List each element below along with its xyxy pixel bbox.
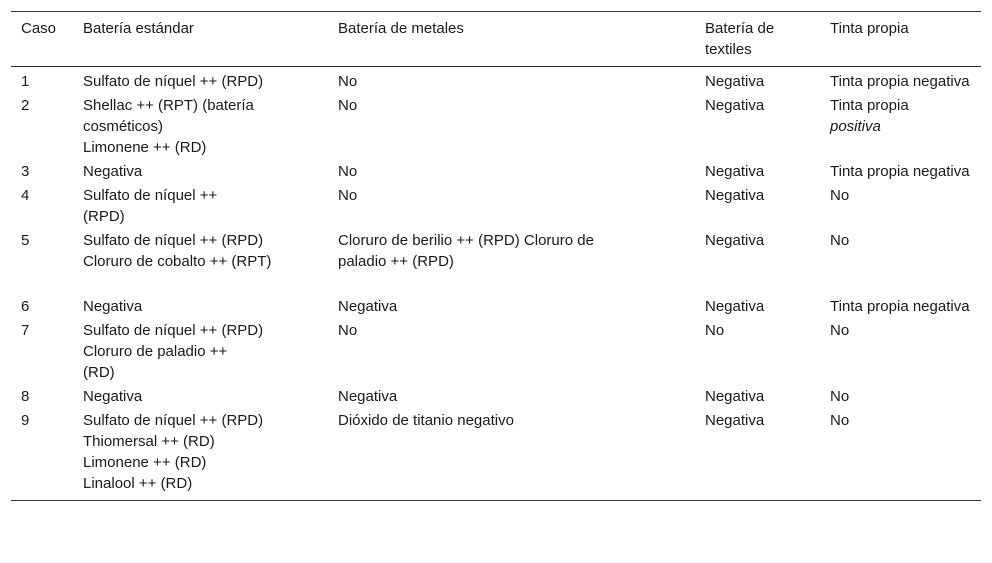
table-body bbox=[11, 67, 981, 501]
cell-tinta bbox=[820, 318, 981, 384]
cell-estandar bbox=[73, 318, 328, 384]
cell-metales bbox=[328, 93, 695, 159]
cell-line: Tinta propia bbox=[830, 97, 909, 114]
header-bateria-metales: Batería de metales bbox=[328, 12, 695, 67]
cell-line: No bbox=[830, 412, 850, 429]
cell-line: Sulfato de níquel ++ (RPD) bbox=[83, 322, 264, 339]
cell-line: Linalool ++ (RD) bbox=[83, 475, 193, 492]
results-table-container bbox=[11, 11, 981, 501]
cell-estandar bbox=[73, 384, 328, 408]
cell-line: Sulfato de níquel ++ bbox=[83, 187, 218, 204]
cell-metales bbox=[328, 67, 695, 94]
cell-textiles: Negativa bbox=[705, 73, 765, 90]
cell-line: Cloruro de berilio ++ (RPD) Cloruro de paladio ++ (RPD) bbox=[338, 232, 594, 270]
cell-line: Cloruro de cobalto ++ (RPT) bbox=[83, 253, 272, 270]
cell-line: (RPD) bbox=[83, 208, 125, 225]
cell-line: (RD) bbox=[83, 364, 115, 381]
cell-metales bbox=[328, 294, 695, 318]
cell-line: No bbox=[830, 187, 850, 204]
cell-line: No bbox=[338, 322, 358, 339]
cell-tinta bbox=[820, 408, 981, 501]
cell-line: Limonene ++ (RD) bbox=[83, 139, 207, 156]
cell-tinta bbox=[820, 67, 981, 94]
header-bateria-estandar: Batería estándar bbox=[73, 12, 328, 67]
cell-line: Dióxido de titanio negativo bbox=[338, 412, 514, 429]
cell-line: Sulfato de níquel ++ (RPD) bbox=[83, 232, 264, 249]
header-tinta-propia: Tinta propia bbox=[820, 12, 981, 67]
cell-tinta bbox=[820, 159, 981, 183]
cell-metales bbox=[328, 408, 695, 501]
cell-line: No bbox=[338, 163, 358, 180]
cell-line: Negativa bbox=[83, 163, 143, 180]
cell-tinta bbox=[820, 294, 981, 318]
table-row bbox=[11, 294, 981, 318]
cell-line: Negativa bbox=[83, 388, 143, 405]
cell-caso: 2 bbox=[21, 97, 30, 114]
cell-line: Negativa bbox=[338, 298, 398, 315]
cell-line-italic: positiva bbox=[830, 118, 881, 135]
table-row bbox=[11, 183, 981, 228]
cell-line: Negativa bbox=[338, 388, 398, 405]
cell-textiles: Negativa bbox=[705, 388, 765, 405]
table-row bbox=[11, 228, 981, 294]
cell-textiles: No bbox=[705, 322, 725, 339]
cell-textiles: Negativa bbox=[705, 232, 765, 249]
cell-line: No bbox=[830, 322, 850, 339]
table-row bbox=[11, 67, 981, 94]
header-row bbox=[11, 12, 981, 67]
cell-line: Negativa bbox=[83, 298, 143, 315]
cell-caso: 4 bbox=[21, 187, 30, 204]
cell-line: No bbox=[338, 73, 358, 90]
cell-estandar bbox=[73, 67, 328, 94]
cell-line: No bbox=[338, 97, 358, 114]
cell-line: Thiomersal ++ (RD) bbox=[83, 433, 215, 450]
cell-estandar bbox=[73, 294, 328, 318]
table-row bbox=[11, 384, 981, 408]
cell-line: Sulfato de níquel ++ (RPD) bbox=[83, 73, 264, 90]
cell-tinta bbox=[820, 384, 981, 408]
cell-textiles: Negativa bbox=[705, 187, 765, 204]
cell-tinta bbox=[820, 183, 981, 228]
cell-metales bbox=[328, 318, 695, 384]
cell-caso: 8 bbox=[21, 388, 30, 405]
cell-textiles: Negativa bbox=[705, 97, 765, 114]
table-row bbox=[11, 408, 981, 501]
cell-line: Tinta propia negativa bbox=[830, 73, 970, 90]
cell-caso: 5 bbox=[21, 232, 30, 249]
cell-line: Sulfato de níquel ++ (RPD) bbox=[83, 412, 264, 429]
cell-caso: 6 bbox=[21, 298, 30, 315]
cell-caso: 7 bbox=[21, 322, 30, 339]
table-row bbox=[11, 159, 981, 183]
cell-tinta bbox=[820, 228, 981, 294]
cell-caso: 3 bbox=[21, 163, 30, 180]
cell-line: Limonene ++ (RD) bbox=[83, 454, 207, 471]
cell-metales bbox=[328, 228, 695, 294]
cell-line: Tinta propia negativa bbox=[830, 298, 970, 315]
cell-estandar bbox=[73, 408, 328, 501]
cell-line: Tinta propia negativa bbox=[830, 163, 970, 180]
header-caso: Caso bbox=[11, 12, 73, 67]
cell-metales bbox=[328, 384, 695, 408]
cell-estandar bbox=[73, 159, 328, 183]
table-header bbox=[11, 12, 981, 67]
cell-line: No bbox=[830, 232, 850, 249]
cell-textiles: Negativa bbox=[705, 412, 765, 429]
cell-line: Shellac ++ (RPT) (batería cosméticos) bbox=[83, 97, 254, 135]
header-bateria-textiles: Batería de textiles bbox=[695, 12, 820, 67]
cell-line: No bbox=[338, 187, 358, 204]
cell-estandar bbox=[73, 228, 328, 294]
cell-metales bbox=[328, 159, 695, 183]
cell-estandar bbox=[73, 183, 328, 228]
cell-caso: 9 bbox=[21, 412, 30, 429]
cell-line: Cloruro de paladio ++ bbox=[83, 343, 228, 360]
table-row bbox=[11, 318, 981, 384]
cell-tinta bbox=[820, 93, 981, 159]
cell-caso: 1 bbox=[21, 73, 30, 90]
patch-test-results-table bbox=[11, 11, 981, 501]
cell-textiles: Negativa bbox=[705, 298, 765, 315]
table-row bbox=[11, 93, 981, 159]
cell-estandar bbox=[73, 93, 328, 159]
cell-line: No bbox=[830, 388, 850, 405]
cell-metales bbox=[328, 183, 695, 228]
cell-textiles: Negativa bbox=[705, 163, 765, 180]
